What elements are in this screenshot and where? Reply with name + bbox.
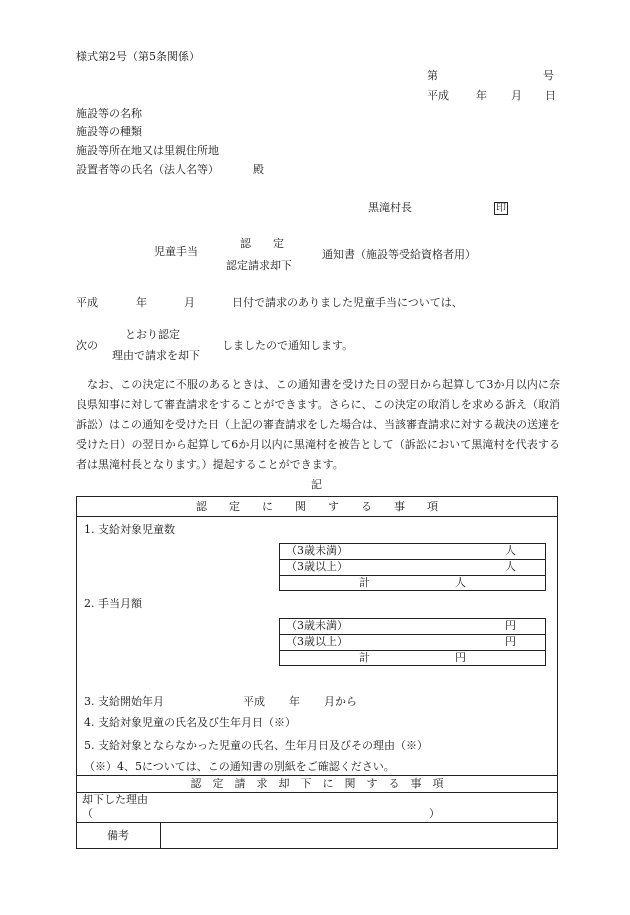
item1-label: 1. 支給対象児童数	[84, 523, 175, 536]
children-row-unit: 人	[505, 544, 516, 557]
body-option-reject: 理由で請求を却下	[112, 349, 200, 362]
reason-paren-close: ）	[429, 807, 440, 820]
children-row-rule-2	[279, 575, 546, 576]
remarks-divider	[160, 822, 161, 849]
body-date-era: 平成	[76, 296, 98, 309]
item5-label: 5. 支給対象とならなかった児童の氏名、生年月日及びその理由（※）	[84, 739, 428, 752]
reason-paren-open: （	[82, 807, 93, 820]
title-option-approve: 認 定	[240, 237, 284, 250]
amount-row-unit: 円	[505, 635, 516, 648]
date-era: 平成	[427, 89, 449, 102]
amount-row-unit: 円	[505, 619, 516, 632]
title-option-reject: 認定請求却下	[226, 259, 292, 272]
rejection-reason-label: 却下した理由	[82, 793, 148, 806]
date-year: 年	[476, 89, 487, 102]
rejection-top-rule	[76, 775, 558, 776]
body-date-tail: 日付で請求のありました児童手当については、	[232, 296, 463, 309]
children-row-label: （3歳未満）	[286, 544, 348, 557]
doc-number-prefix: 第	[427, 69, 438, 82]
rejection-header: 認 定 請 求 却 下 に 関 す る 事 項	[190, 777, 444, 790]
item3-era: 平成	[243, 695, 265, 708]
form-number: 様式第2号（第5条関係）	[76, 50, 200, 63]
issuer-name: 黒滝村長	[368, 201, 412, 214]
honorific: 殿	[253, 163, 264, 176]
title-prefix: 児童手当	[154, 245, 198, 258]
seal-mark: 印	[496, 203, 506, 214]
amount-row-rule-2	[279, 650, 546, 651]
facility-name-label: 施設等の名称	[76, 107, 142, 120]
remarks-label: 備考	[107, 829, 129, 842]
children-row-label: （3歳以上）	[286, 560, 348, 573]
date-day: 日	[545, 89, 556, 102]
body-option-approve: とおり認定	[125, 328, 180, 341]
amount-total-unit: 円	[455, 651, 466, 664]
item3-year: 年	[289, 695, 300, 708]
founder-name-label: 設置者等の氏名（法人名等）	[76, 163, 219, 176]
title-suffix: 通知書（施設等受給資格者用）	[322, 248, 476, 261]
approval-header: 認 定 に 関 す る 事 項	[196, 500, 438, 513]
amount-total-label: 計	[359, 651, 370, 664]
item3-label: 3. 支給開始年月	[84, 695, 164, 708]
remarks-top-rule	[76, 822, 558, 823]
facility-type-label: 施設等の種類	[76, 125, 142, 138]
date-month: 月	[511, 89, 522, 102]
doc-number-suffix: 号	[543, 69, 554, 82]
record-heading: 記	[311, 478, 322, 491]
children-total-unit: 人	[455, 576, 466, 589]
body-date-month: 月	[184, 296, 195, 309]
note-text: （※）4、5については、この通知書の別紙をご確認ください。	[84, 760, 395, 773]
item2-label: 2. 手当月額	[84, 597, 142, 610]
rejection-header-rule	[76, 792, 558, 793]
facility-address-label: 施設等所在地又は里親住所地	[76, 144, 219, 157]
amount-row-label: （3歳未満）	[286, 619, 348, 632]
item3-month: 月から	[324, 695, 357, 708]
body-next-suffix: しましたので通知します。	[222, 339, 354, 352]
appeal-paragraph: なお、この決定に不服のあるときは、この通知書を受けた日の翌日から起算して3か月以内に奈良県知事に対して審査請求をすることができます。さらに、この決定の取消しを求める訴え（取消訴訟）はこの通知を受けた日（上記の審査請求をした場合は、当該審査請求に対する裁決の送達を受けた日）の翌日から起算して6か月以内に黒滝村を被告として（訴訟において黒滝村を代表する者は黒滝村長となります。）提起することができます。	[76, 378, 560, 471]
amount-row-label: （3歳以上）	[286, 635, 348, 648]
approval-header-rule	[76, 516, 558, 517]
item4-label: 4. 支給対象児童の氏名及び生年月日（※）	[84, 716, 296, 729]
body-next-prefix: 次の	[76, 339, 98, 352]
body-date-year: 年	[136, 296, 147, 309]
children-total-label: 計	[359, 576, 370, 589]
children-row-unit: 人	[505, 560, 516, 573]
